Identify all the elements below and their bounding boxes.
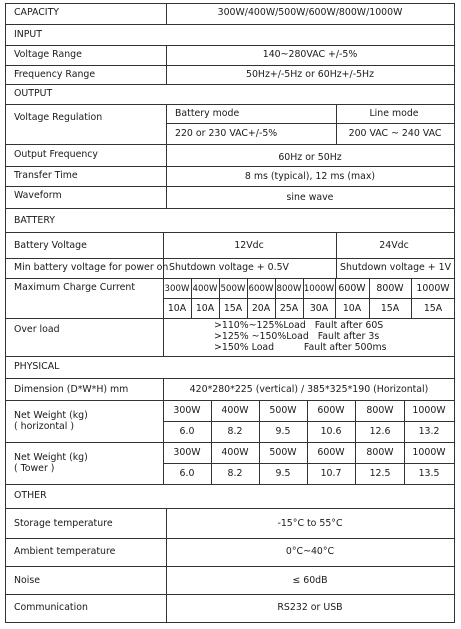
weight-model: 800W bbox=[366, 405, 394, 416]
col-line bbox=[369, 278, 370, 318]
weight-horizontal: 12.6 bbox=[369, 426, 391, 437]
charge-model: 800W bbox=[276, 284, 302, 294]
weight-model: 1000W bbox=[412, 447, 446, 458]
storage-temp-label: Storage temperature bbox=[14, 518, 113, 529]
communication-label: Communication bbox=[14, 602, 88, 613]
frequency-range-value: 50Hz+/-5Hz or 60Hz+/-5Hz bbox=[245, 69, 375, 80]
weight-model: 1000W bbox=[412, 405, 446, 416]
line-mode-value: 200 VAC ~ 240 VAC bbox=[348, 128, 442, 139]
row-line bbox=[5, 356, 455, 357]
weight-model: 500W bbox=[269, 405, 297, 416]
row-line bbox=[5, 594, 455, 595]
charge-model: 1000W bbox=[416, 283, 450, 294]
weight-model: 300W bbox=[173, 405, 201, 416]
row-line bbox=[5, 45, 455, 46]
voltage-range-label: Voltage Range bbox=[14, 49, 82, 60]
net-weight-horizontal-label: Net Weight (kg) bbox=[14, 410, 88, 421]
voltage-regulation-label: Voltage Regulation bbox=[14, 112, 103, 123]
row-line bbox=[5, 65, 455, 66]
battery-mode-value: 220 or 230 VAC+/-5% bbox=[175, 128, 278, 139]
charge-model: 800W bbox=[376, 283, 404, 294]
overload-line: >110%~125%Load Fault after 60S bbox=[214, 320, 384, 331]
row-line bbox=[5, 484, 455, 485]
overload-line: >150% Load Fault after 500ms bbox=[214, 342, 387, 353]
weight-tower: 12.5 bbox=[369, 468, 391, 479]
physical-header: PHYSICAL bbox=[14, 361, 60, 372]
col-line bbox=[336, 232, 337, 278]
weight-model: 400W bbox=[221, 447, 249, 458]
frequency-range-label: Frequency Range bbox=[14, 69, 96, 80]
col-line bbox=[166, 508, 167, 623]
row-line bbox=[5, 400, 455, 401]
row-line bbox=[5, 318, 455, 319]
row-line bbox=[5, 378, 455, 379]
row-line bbox=[163, 463, 455, 464]
weight-tower: 9.5 bbox=[275, 468, 291, 479]
waveform-value: sine wave bbox=[286, 192, 334, 203]
weight-tower: 10.7 bbox=[320, 468, 342, 479]
row-line bbox=[5, 104, 455, 105]
communication-value: RS232 or USB bbox=[277, 602, 343, 613]
col-line bbox=[411, 278, 412, 318]
dimension-value: 420*280*225 (vertical) / 385*325*190 (Horizontal) bbox=[189, 384, 429, 395]
battery-voltage-label: Battery Voltage bbox=[14, 240, 87, 251]
charge-value: 25A bbox=[279, 303, 299, 314]
col-line bbox=[336, 104, 337, 144]
net-weight-horizontal-sub: ( horizontal ) bbox=[14, 421, 75, 432]
weight-horizontal: 10.6 bbox=[320, 426, 342, 437]
row-line bbox=[5, 166, 455, 167]
weight-horizontal: 9.5 bbox=[275, 426, 291, 437]
charge-value: 30A bbox=[309, 303, 329, 314]
col-line bbox=[166, 3, 167, 24]
row-line bbox=[5, 538, 455, 539]
min-battery-value-a: Shutdown voltage + 0.5V bbox=[169, 262, 289, 273]
col-line bbox=[355, 400, 356, 484]
row-line bbox=[163, 421, 455, 422]
col-line bbox=[166, 104, 167, 208]
weight-horizontal: 13.2 bbox=[418, 426, 440, 437]
row-line bbox=[5, 186, 455, 187]
net-weight-tower-label: Net Weight (kg) bbox=[14, 452, 88, 463]
battery-voltage-12: 12Vdc bbox=[234, 240, 264, 251]
weight-tower: 6.0 bbox=[179, 468, 195, 479]
charge-value: 20A bbox=[251, 303, 271, 314]
col-line bbox=[166, 45, 167, 85]
output-header: OUTPUT bbox=[14, 88, 53, 99]
charge-model: 600W bbox=[338, 283, 366, 294]
voltage-range-value: 140~280VAC +/-5% bbox=[262, 49, 358, 60]
charge-value: 10A bbox=[195, 303, 215, 314]
weight-horizontal: 8.2 bbox=[227, 426, 243, 437]
weight-tower: 8.2 bbox=[227, 468, 243, 479]
col-line bbox=[211, 400, 212, 484]
charge-value: 15A bbox=[223, 303, 243, 314]
line-mode-label: Line mode bbox=[369, 108, 419, 119]
row-line bbox=[5, 84, 455, 85]
output-frequency-value: 60Hz or 50Hz bbox=[278, 152, 342, 163]
weight-model: 400W bbox=[221, 405, 249, 416]
charge-model: 300W bbox=[164, 284, 190, 294]
row-line bbox=[5, 232, 455, 233]
other-header: OTHER bbox=[14, 490, 47, 501]
charge-model: 500W bbox=[220, 284, 246, 294]
weight-model: 800W bbox=[366, 447, 394, 458]
ambient-temp-label: Ambient temperature bbox=[14, 546, 116, 557]
col-line bbox=[404, 400, 405, 484]
waveform-label: Waveform bbox=[14, 190, 62, 201]
ambient-temp-value: 0°C~40°C bbox=[285, 546, 335, 557]
col-line bbox=[335, 278, 336, 318]
max-charge-label: Maximum Charge Current bbox=[14, 282, 136, 293]
weight-model: 500W bbox=[269, 447, 297, 458]
col-line bbox=[163, 378, 164, 484]
battery-voltage-24: 24Vdc bbox=[379, 240, 409, 251]
net-weight-tower-sub: ( Tower ) bbox=[14, 463, 55, 474]
capacity-value: 300W/400W/500W/600W/800W/1000W bbox=[217, 7, 403, 18]
min-battery-value-b: Shutdown voltage + 1V bbox=[340, 262, 452, 273]
storage-temp-value: -15°C to 55°C bbox=[277, 518, 343, 529]
row-line bbox=[5, 24, 455, 25]
input-header: INPUT bbox=[14, 29, 43, 40]
charge-model: 600W bbox=[248, 284, 274, 294]
charge-model: 400W bbox=[192, 284, 218, 294]
row-line bbox=[5, 144, 455, 145]
col-line bbox=[307, 400, 308, 484]
weight-model: 300W bbox=[173, 447, 201, 458]
row-line bbox=[5, 258, 455, 259]
overload-line: >125% ~150%Load Fault after 3s bbox=[214, 331, 380, 342]
row-line bbox=[166, 123, 455, 124]
charge-value: 15A bbox=[423, 303, 443, 314]
charge-value: 10A bbox=[342, 303, 362, 314]
capacity-label: CAPACITY bbox=[14, 7, 60, 18]
dimension-label: Dimension (D*W*H) mm bbox=[14, 384, 129, 395]
transfer-time-value: 8 ms (typical), 12 ms (max) bbox=[244, 171, 376, 182]
row-line bbox=[5, 442, 455, 443]
transfer-time-label: Transfer Time bbox=[14, 170, 78, 181]
charge-value: 10A bbox=[167, 303, 187, 314]
noise-label: Noise bbox=[14, 575, 41, 586]
row-line bbox=[5, 508, 455, 509]
row-line bbox=[5, 278, 455, 279]
charge-model: 1000W bbox=[303, 284, 335, 294]
overload-label: Over load bbox=[14, 324, 60, 335]
min-battery-label: Min battery voltage for power on bbox=[14, 262, 169, 273]
weight-model: 600W bbox=[317, 405, 345, 416]
output-frequency-label: Output Frequency bbox=[14, 149, 98, 160]
row-line bbox=[5, 566, 455, 567]
charge-value: 15A bbox=[380, 303, 400, 314]
battery-mode-label: Battery mode bbox=[175, 108, 240, 119]
noise-value: ≤ 60dB bbox=[292, 575, 328, 586]
col-line bbox=[259, 400, 260, 484]
weight-horizontal: 6.0 bbox=[179, 426, 195, 437]
weight-tower: 13.5 bbox=[418, 468, 440, 479]
battery-header: BATTERY bbox=[14, 215, 55, 226]
row-line bbox=[5, 208, 455, 209]
weight-model: 600W bbox=[317, 447, 345, 458]
